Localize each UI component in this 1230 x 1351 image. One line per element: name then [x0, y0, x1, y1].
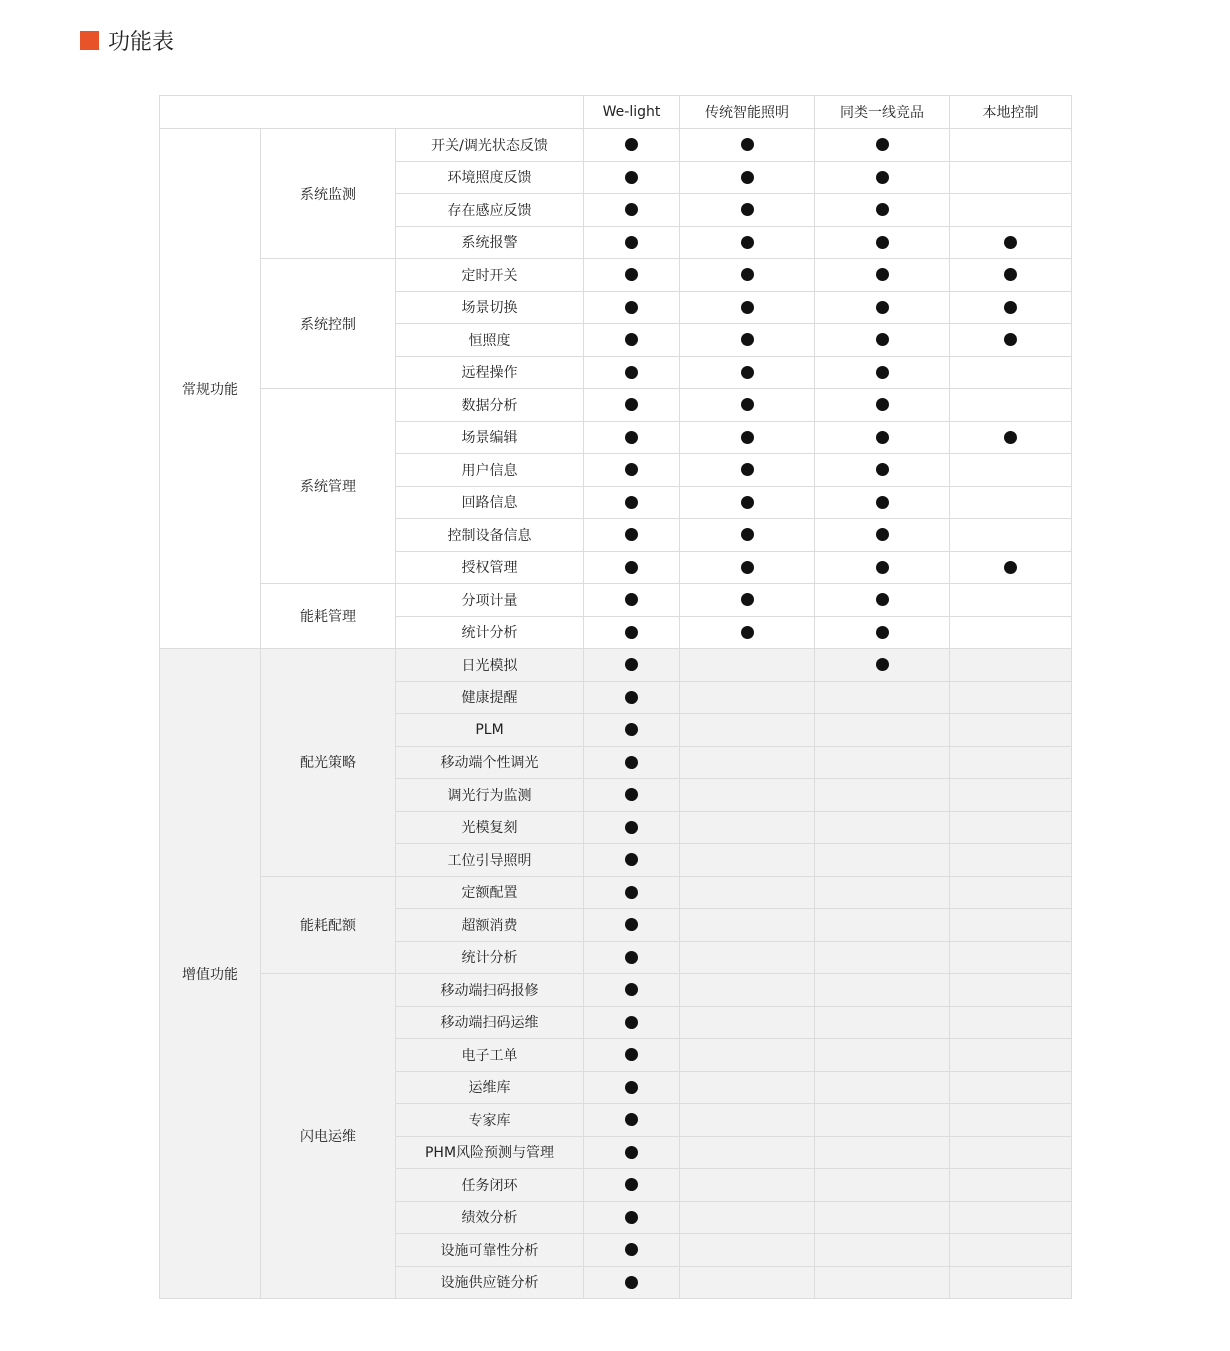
mark-cell — [815, 1071, 950, 1104]
filled-dot-icon — [625, 203, 638, 216]
filled-dot-icon — [876, 561, 889, 574]
feature-cell: 移动端扫码报修 — [396, 974, 584, 1007]
feature-cell: 授权管理 — [396, 551, 584, 584]
feature-table — [159, 95, 1072, 1299]
filled-dot-icon — [625, 593, 638, 606]
mark-cell — [584, 974, 680, 1007]
mark-cell — [815, 551, 950, 584]
filled-dot-icon — [876, 138, 889, 151]
mark-cell — [815, 454, 950, 487]
filled-dot-icon — [741, 366, 754, 379]
mark-cell — [950, 486, 1072, 519]
filled-dot-icon — [625, 788, 638, 801]
filled-dot-icon — [625, 236, 638, 249]
mark-cell — [815, 226, 950, 259]
feature-cell: 工位引导照明 — [396, 844, 584, 877]
filled-dot-icon — [625, 1113, 638, 1126]
feature-cell: 专家库 — [396, 1104, 584, 1137]
page-title: 功能表 — [108, 29, 175, 55]
feature-cell: 设施可靠性分析 — [396, 1234, 584, 1267]
column-header: 同类一线竞品 — [815, 96, 950, 129]
column-header: 本地控制 — [950, 96, 1072, 129]
table-row — [160, 974, 1072, 1007]
feature-cell: 绩效分析 — [396, 1201, 584, 1234]
feature-cell: 运维库 — [396, 1071, 584, 1104]
page-heading — [80, 26, 174, 54]
feature-cell: 健康提醒 — [396, 681, 584, 714]
mark-cell — [680, 1039, 815, 1072]
mark-cell — [680, 551, 815, 584]
filled-dot-icon — [876, 431, 889, 444]
mark-cell — [815, 876, 950, 909]
mark-cell — [950, 649, 1072, 682]
filled-dot-icon — [625, 1178, 638, 1191]
filled-dot-icon — [625, 951, 638, 964]
mark-cell — [680, 291, 815, 324]
filled-dot-icon — [1004, 301, 1017, 314]
feature-cell: 存在感应反馈 — [396, 194, 584, 227]
mark-cell — [680, 421, 815, 454]
mark-cell — [680, 454, 815, 487]
mark-cell — [584, 1266, 680, 1299]
filled-dot-icon — [876, 268, 889, 281]
header-row — [160, 96, 1072, 129]
mark-cell — [950, 941, 1072, 974]
mark-cell — [680, 356, 815, 389]
mark-cell — [815, 259, 950, 292]
mark-cell — [584, 779, 680, 812]
filled-dot-icon — [625, 1243, 638, 1256]
filled-dot-icon — [625, 1276, 638, 1289]
mark-cell — [680, 194, 815, 227]
group-cell: 能耗管理 — [261, 584, 396, 649]
mark-cell — [584, 259, 680, 292]
mark-cell — [815, 161, 950, 194]
filled-dot-icon — [625, 658, 638, 671]
mark-cell — [815, 389, 950, 422]
mark-cell — [950, 291, 1072, 324]
filled-dot-icon — [741, 593, 754, 606]
filled-dot-icon — [1004, 333, 1017, 346]
mark-cell — [950, 1234, 1072, 1267]
mark-cell — [680, 811, 815, 844]
mark-cell — [584, 161, 680, 194]
feature-cell: PHM风险预测与管理 — [396, 1136, 584, 1169]
filled-dot-icon — [741, 301, 754, 314]
mark-cell — [584, 909, 680, 942]
mark-cell — [680, 389, 815, 422]
mark-cell — [815, 324, 950, 357]
group-cell: 能耗配额 — [261, 876, 396, 974]
mark-cell — [680, 616, 815, 649]
filled-dot-icon — [876, 463, 889, 476]
column-header: 传统智能照明 — [680, 96, 815, 129]
mark-cell — [815, 1006, 950, 1039]
mark-cell — [950, 1071, 1072, 1104]
feature-cell: 移动端扫码运维 — [396, 1006, 584, 1039]
filled-dot-icon — [1004, 236, 1017, 249]
mark-cell — [950, 1201, 1072, 1234]
filled-dot-icon — [741, 561, 754, 574]
filled-dot-icon — [741, 236, 754, 249]
mark-cell — [815, 1169, 950, 1202]
feature-cell: 统计分析 — [396, 941, 584, 974]
feature-cell: 系统报警 — [396, 226, 584, 259]
mark-cell — [584, 1104, 680, 1137]
filled-dot-icon — [876, 333, 889, 346]
category-cell: 增值功能 — [160, 649, 261, 1299]
mark-cell — [680, 1234, 815, 1267]
filled-dot-icon — [625, 1146, 638, 1159]
mark-cell — [950, 681, 1072, 714]
mark-cell — [815, 714, 950, 747]
table-row — [160, 259, 1072, 292]
mark-cell — [584, 746, 680, 779]
mark-cell — [680, 161, 815, 194]
filled-dot-icon — [741, 528, 754, 541]
mark-cell — [680, 324, 815, 357]
mark-cell — [584, 486, 680, 519]
feature-cell: 调光行为监测 — [396, 779, 584, 812]
filled-dot-icon — [625, 1211, 638, 1224]
filled-dot-icon — [741, 203, 754, 216]
mark-cell — [950, 811, 1072, 844]
mark-cell — [950, 584, 1072, 617]
mark-cell — [950, 226, 1072, 259]
feature-cell: 分项计量 — [396, 584, 584, 617]
group-cell: 系统管理 — [261, 389, 396, 584]
mark-cell — [950, 1006, 1072, 1039]
mark-cell — [680, 681, 815, 714]
filled-dot-icon — [625, 171, 638, 184]
mark-cell — [584, 941, 680, 974]
group-cell: 闪电运维 — [261, 974, 396, 1299]
mark-cell — [815, 681, 950, 714]
feature-cell: 超额消费 — [396, 909, 584, 942]
filled-dot-icon — [876, 171, 889, 184]
mark-cell — [950, 389, 1072, 422]
mark-cell — [815, 649, 950, 682]
mark-cell — [584, 291, 680, 324]
filled-dot-icon — [625, 1081, 638, 1094]
filled-dot-icon — [1004, 561, 1017, 574]
table-row — [160, 389, 1072, 422]
mark-cell — [680, 486, 815, 519]
mark-cell — [680, 909, 815, 942]
mark-cell — [584, 1201, 680, 1234]
mark-cell — [950, 909, 1072, 942]
feature-cell: 定额配置 — [396, 876, 584, 909]
feature-cell: 恒照度 — [396, 324, 584, 357]
mark-cell — [815, 1266, 950, 1299]
mark-cell — [584, 324, 680, 357]
mark-cell — [950, 714, 1072, 747]
filled-dot-icon — [625, 561, 638, 574]
mark-cell — [680, 259, 815, 292]
filled-dot-icon — [876, 528, 889, 541]
mark-cell — [815, 356, 950, 389]
group-cell: 系统控制 — [261, 259, 396, 389]
filled-dot-icon — [741, 138, 754, 151]
filled-dot-icon — [625, 1016, 638, 1029]
filled-dot-icon — [625, 983, 638, 996]
mark-cell — [815, 129, 950, 162]
mark-cell — [680, 1201, 815, 1234]
mark-cell — [815, 421, 950, 454]
mark-cell — [680, 1104, 815, 1137]
feature-cell: 设施供应链分析 — [396, 1266, 584, 1299]
filled-dot-icon — [625, 626, 638, 639]
mark-cell — [584, 1136, 680, 1169]
filled-dot-icon — [741, 626, 754, 639]
feature-cell: 控制设备信息 — [396, 519, 584, 552]
mark-cell — [950, 551, 1072, 584]
mark-cell — [950, 454, 1072, 487]
mark-cell — [815, 779, 950, 812]
mark-cell — [680, 519, 815, 552]
filled-dot-icon — [625, 431, 638, 444]
mark-cell — [815, 811, 950, 844]
mark-cell — [584, 421, 680, 454]
mark-cell — [584, 194, 680, 227]
filled-dot-icon — [741, 268, 754, 281]
mark-cell — [584, 844, 680, 877]
column-header: We-light — [584, 96, 680, 129]
mark-cell — [680, 1169, 815, 1202]
mark-cell — [950, 1104, 1072, 1137]
mark-cell — [680, 974, 815, 1007]
mark-cell — [815, 1201, 950, 1234]
mark-cell — [584, 584, 680, 617]
mark-cell — [815, 584, 950, 617]
filled-dot-icon — [1004, 431, 1017, 444]
filled-dot-icon — [876, 366, 889, 379]
mark-cell — [815, 486, 950, 519]
mark-cell — [584, 811, 680, 844]
filled-dot-icon — [876, 496, 889, 509]
mark-cell — [680, 844, 815, 877]
table-row — [160, 129, 1072, 162]
mark-cell — [584, 1169, 680, 1202]
mark-cell — [950, 616, 1072, 649]
mark-cell — [584, 1234, 680, 1267]
filled-dot-icon — [876, 593, 889, 606]
filled-dot-icon — [741, 496, 754, 509]
feature-cell: 开关/调光状态反馈 — [396, 129, 584, 162]
mark-cell — [950, 259, 1072, 292]
filled-dot-icon — [625, 853, 638, 866]
feature-table-body — [160, 129, 1072, 1299]
filled-dot-icon — [741, 171, 754, 184]
filled-dot-icon — [625, 691, 638, 704]
accent-square-icon — [80, 31, 99, 50]
mark-cell — [815, 616, 950, 649]
mark-cell — [680, 1006, 815, 1039]
mark-cell — [584, 356, 680, 389]
feature-cell: 数据分析 — [396, 389, 584, 422]
filled-dot-icon — [625, 268, 638, 281]
mark-cell — [950, 1266, 1072, 1299]
mark-cell — [950, 129, 1072, 162]
filled-dot-icon — [876, 626, 889, 639]
mark-cell — [815, 291, 950, 324]
mark-cell — [950, 324, 1072, 357]
filled-dot-icon — [876, 236, 889, 249]
feature-cell: 任务闭环 — [396, 1169, 584, 1202]
mark-cell — [815, 941, 950, 974]
feature-cell: 回路信息 — [396, 486, 584, 519]
mark-cell — [680, 779, 815, 812]
mark-cell — [815, 974, 950, 1007]
mark-cell — [584, 226, 680, 259]
table-row — [160, 584, 1072, 617]
filled-dot-icon — [741, 333, 754, 346]
mark-cell — [950, 844, 1072, 877]
mark-cell — [950, 1169, 1072, 1202]
mark-cell — [950, 161, 1072, 194]
filled-dot-icon — [625, 723, 638, 736]
filled-dot-icon — [625, 756, 638, 769]
mark-cell — [815, 1136, 950, 1169]
mark-cell — [815, 519, 950, 552]
mark-cell — [815, 746, 950, 779]
filled-dot-icon — [625, 1048, 638, 1061]
feature-cell: 光模复刻 — [396, 811, 584, 844]
mark-cell — [584, 551, 680, 584]
filled-dot-icon — [876, 398, 889, 411]
table-row — [160, 649, 1072, 682]
mark-cell — [584, 519, 680, 552]
feature-cell: 统计分析 — [396, 616, 584, 649]
mark-cell — [815, 1234, 950, 1267]
mark-cell — [584, 1006, 680, 1039]
mark-cell — [815, 1039, 950, 1072]
category-cell: 常规功能 — [160, 129, 261, 649]
filled-dot-icon — [625, 366, 638, 379]
mark-cell — [815, 844, 950, 877]
mark-cell — [950, 779, 1072, 812]
mark-cell — [584, 876, 680, 909]
mark-cell — [815, 909, 950, 942]
mark-cell — [950, 356, 1072, 389]
mark-cell — [584, 714, 680, 747]
mark-cell — [584, 649, 680, 682]
mark-cell — [680, 129, 815, 162]
filled-dot-icon — [625, 333, 638, 346]
mark-cell — [584, 681, 680, 714]
filled-dot-icon — [625, 496, 638, 509]
mark-cell — [584, 616, 680, 649]
mark-cell — [680, 1071, 815, 1104]
feature-cell: 场景切换 — [396, 291, 584, 324]
feature-cell: 远程操作 — [396, 356, 584, 389]
filled-dot-icon — [625, 301, 638, 314]
mark-cell — [680, 876, 815, 909]
mark-cell — [950, 421, 1072, 454]
header-blank-cell — [160, 96, 584, 129]
mark-cell — [584, 454, 680, 487]
feature-cell: 日光模拟 — [396, 649, 584, 682]
feature-cell: 环境照度反馈 — [396, 161, 584, 194]
filled-dot-icon — [741, 431, 754, 444]
mark-cell — [584, 1039, 680, 1072]
table-row — [160, 876, 1072, 909]
mark-cell — [584, 389, 680, 422]
group-cell: 系统监测 — [261, 129, 396, 259]
mark-cell — [680, 1136, 815, 1169]
mark-cell — [950, 974, 1072, 1007]
filled-dot-icon — [741, 463, 754, 476]
filled-dot-icon — [741, 398, 754, 411]
mark-cell — [680, 941, 815, 974]
feature-cell: 用户信息 — [396, 454, 584, 487]
filled-dot-icon — [876, 301, 889, 314]
mark-cell — [680, 1266, 815, 1299]
mark-cell — [584, 1071, 680, 1104]
mark-cell — [680, 226, 815, 259]
mark-cell — [950, 876, 1072, 909]
filled-dot-icon — [876, 203, 889, 216]
feature-cell: PLM — [396, 714, 584, 747]
mark-cell — [815, 194, 950, 227]
feature-cell: 定时开关 — [396, 259, 584, 292]
mark-cell — [680, 714, 815, 747]
filled-dot-icon — [625, 886, 638, 899]
mark-cell — [950, 519, 1072, 552]
filled-dot-icon — [876, 658, 889, 671]
mark-cell — [680, 649, 815, 682]
group-cell: 配光策略 — [261, 649, 396, 877]
filled-dot-icon — [1004, 268, 1017, 281]
filled-dot-icon — [625, 463, 638, 476]
mark-cell — [815, 1104, 950, 1137]
filled-dot-icon — [625, 398, 638, 411]
mark-cell — [950, 1136, 1072, 1169]
filled-dot-icon — [625, 138, 638, 151]
feature-cell: 场景编辑 — [396, 421, 584, 454]
mark-cell — [950, 1039, 1072, 1072]
filled-dot-icon — [625, 821, 638, 834]
feature-cell: 移动端个性调光 — [396, 746, 584, 779]
mark-cell — [584, 129, 680, 162]
mark-cell — [680, 584, 815, 617]
mark-cell — [680, 746, 815, 779]
filled-dot-icon — [625, 528, 638, 541]
filled-dot-icon — [625, 918, 638, 931]
feature-cell: 电子工单 — [396, 1039, 584, 1072]
mark-cell — [950, 746, 1072, 779]
mark-cell — [950, 194, 1072, 227]
